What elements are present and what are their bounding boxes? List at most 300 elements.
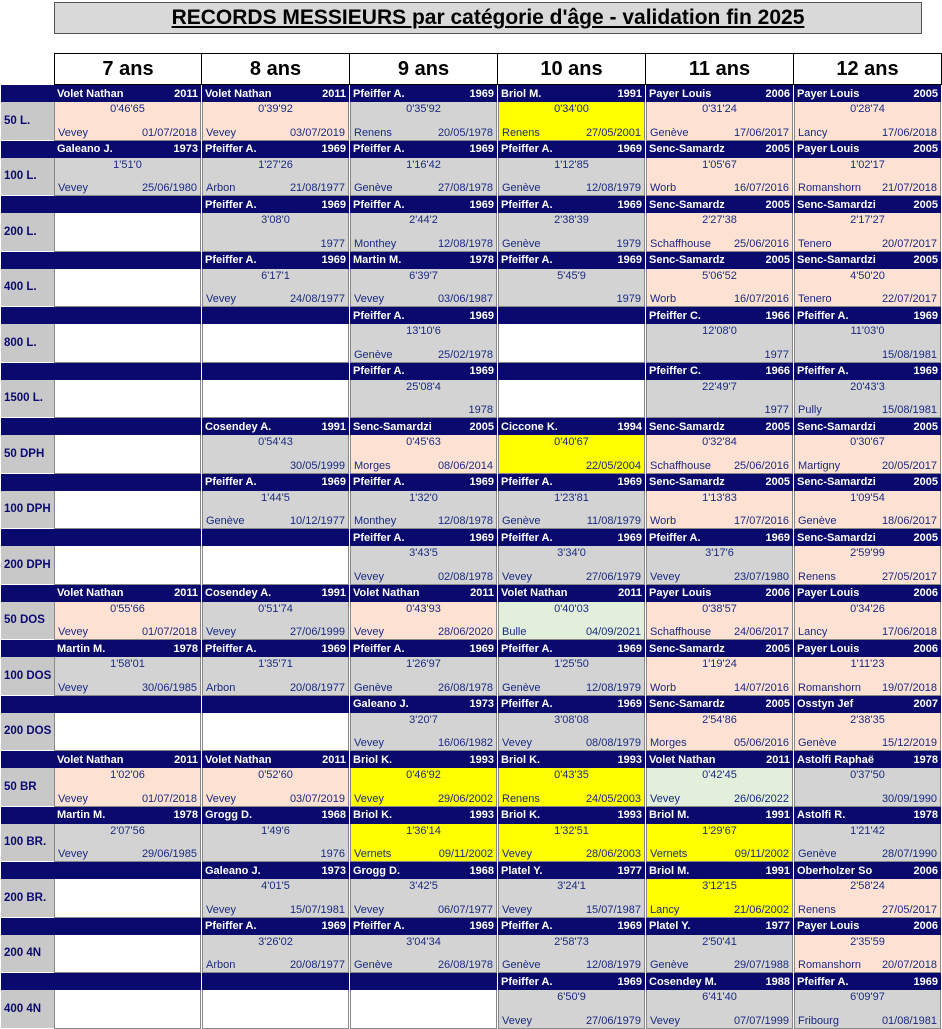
birth-year: 1991 — [321, 420, 346, 433]
event-name: 400 L. — [4, 281, 37, 294]
record-time: 1'21'42 — [850, 824, 885, 837]
record-header — [54, 862, 201, 879]
holder-name: Payer Louis — [649, 587, 712, 599]
record-body — [202, 491, 349, 530]
record-cell — [350, 751, 498, 807]
event-label — [1, 751, 54, 807]
record-body — [202, 602, 349, 641]
record-date: 29/06/1985 — [141, 848, 197, 860]
record-footer — [798, 904, 937, 916]
record-header — [202, 807, 349, 824]
holder-name: Pfeiffer A. — [501, 642, 553, 655]
record-time: 1'13'83 — [702, 491, 737, 504]
record-body — [54, 158, 201, 197]
birth-year: 1973 — [173, 143, 198, 155]
record-date: 29/06/2002 — [437, 792, 493, 805]
record-time: 1'49'6 — [261, 824, 290, 837]
record-cell — [202, 807, 350, 863]
record-date: 15/12/2019 — [881, 737, 937, 749]
record-place: Vevey — [502, 1014, 532, 1027]
record-footer — [650, 404, 789, 416]
record-header — [350, 474, 497, 491]
record-time: 1'12'85 — [554, 158, 589, 171]
record-time: 2'07'56 — [110, 824, 145, 837]
birth-year: 2007 — [913, 698, 938, 710]
record-place: Renens — [502, 126, 540, 139]
birth-year: 1978 — [913, 753, 938, 766]
record-time: 5'45'9 — [557, 269, 586, 282]
record-body — [202, 546, 349, 585]
record-header — [54, 918, 201, 935]
record-header — [498, 418, 645, 435]
record-cell — [202, 252, 350, 308]
record-date: 17/06/2017 — [733, 126, 789, 139]
record-place: Vevey — [58, 626, 88, 638]
record-time: 1'25'50 — [554, 658, 589, 670]
record-cell — [498, 640, 646, 696]
record-date: 20/07/2017 — [881, 237, 937, 250]
record-body — [498, 546, 645, 585]
record-body — [350, 602, 497, 641]
record-time: 4'01'5 — [261, 880, 290, 892]
record-cell — [646, 85, 794, 141]
record-date: 20/05/2017 — [881, 459, 937, 472]
record-date: 25/06/2016 — [733, 459, 789, 472]
record-body — [202, 324, 349, 363]
record-footer — [58, 127, 197, 139]
record-body — [646, 602, 793, 641]
record-cell — [350, 918, 498, 974]
record-header — [202, 363, 349, 380]
birth-year: 1969 — [321, 254, 346, 266]
record-place: Genève — [502, 681, 541, 694]
record-body — [350, 435, 497, 474]
holder-name: Volet Nathan — [353, 587, 420, 599]
event-label — [1, 252, 54, 308]
record-footer — [798, 848, 937, 860]
record-footer — [650, 682, 789, 694]
record-header — [794, 918, 941, 935]
record-body — [498, 158, 645, 197]
holder-name: Martin M. — [57, 642, 106, 655]
record-time: 1'36'14 — [406, 824, 441, 837]
event-name: 50 DOS — [4, 614, 45, 627]
record-header — [498, 474, 645, 491]
record-date: 16/07/2016 — [733, 293, 789, 305]
record-place: Vevey — [502, 570, 532, 583]
event-label — [1, 807, 54, 863]
birth-year: 1978 — [913, 809, 938, 821]
record-body — [794, 602, 941, 641]
record-cell — [646, 307, 794, 363]
event-label — [1, 640, 54, 696]
record-footer — [206, 682, 345, 694]
event-bar — [1, 85, 54, 102]
record-cell — [202, 973, 350, 1029]
record-header — [202, 418, 349, 435]
record-time: 2'59'99 — [850, 547, 885, 559]
record-footer — [650, 904, 789, 916]
record-header — [498, 196, 645, 213]
record-header — [202, 474, 349, 491]
record-date: 12/08/1979 — [585, 959, 641, 971]
record-cell — [646, 751, 794, 807]
record-date: 20/08/1977 — [289, 959, 345, 971]
holder-name: Galeano J. — [353, 698, 409, 710]
record-header — [54, 640, 201, 657]
record-body — [794, 879, 941, 918]
record-footer — [650, 515, 789, 527]
record-header — [646, 918, 793, 935]
holder-name: Pfeiffer C. — [649, 309, 701, 322]
record-footer — [502, 238, 641, 250]
record-place: Vevey — [58, 681, 88, 694]
record-body — [350, 713, 497, 752]
record-place: Morges — [650, 737, 687, 749]
record-header — [794, 196, 941, 213]
event-bar — [1, 696, 54, 713]
record-footer — [650, 238, 789, 250]
event-bar — [1, 252, 54, 269]
record-cell — [54, 363, 202, 419]
record-header — [498, 862, 645, 879]
column-header: 10 ans — [498, 53, 646, 85]
birth-year: 2006 — [913, 864, 938, 877]
holder-name: Pfeiffer A. — [205, 143, 257, 155]
record-place: Vevey — [354, 293, 384, 305]
record-date: 11/08/1979 — [586, 515, 641, 527]
record-place: Fribourg — [798, 1014, 839, 1027]
record-time: 1'26'97 — [406, 658, 441, 670]
holder-name: Pfeiffer A. — [797, 309, 849, 322]
birth-year: 2005 — [913, 531, 938, 544]
record-header — [646, 252, 793, 269]
event-label — [1, 973, 54, 1029]
record-date: 27/05/2017 — [881, 903, 937, 916]
record-footer — [798, 404, 937, 416]
event-label — [1, 918, 54, 974]
holder-name: Osstyn Jef — [797, 698, 854, 710]
record-time: 5'06'52 — [702, 269, 737, 282]
record-cell — [794, 585, 942, 641]
record-place: Vernets — [354, 848, 392, 860]
birth-year: 2005 — [913, 254, 938, 266]
record-cell — [646, 918, 794, 974]
holder-name: Senc-Samardz — [649, 476, 725, 488]
birth-year: 1969 — [469, 920, 494, 932]
event-name: 100 DPH — [4, 503, 51, 516]
record-place: Genève — [502, 959, 541, 971]
record-cell — [498, 918, 646, 974]
record-body — [202, 158, 349, 197]
record-date: 20/05/1978 — [437, 126, 493, 139]
record-header — [646, 807, 793, 824]
event-bar — [1, 585, 54, 602]
record-place: Vevey — [354, 792, 384, 805]
record-cell — [646, 363, 794, 419]
record-cell — [646, 529, 794, 585]
holder-name: Pfeiffer A. — [353, 143, 405, 155]
record-date: 20/07/2018 — [881, 959, 937, 971]
record-cell — [54, 918, 202, 974]
record-body — [498, 324, 645, 363]
birth-year: 1969 — [321, 143, 346, 155]
record-body — [646, 324, 793, 363]
record-date: 01/07/2018 — [141, 792, 197, 805]
record-footer — [502, 626, 641, 638]
record-time: 1'27'26 — [258, 158, 293, 171]
record-footer — [354, 182, 493, 194]
record-cell — [646, 807, 794, 863]
record-footer — [206, 515, 345, 527]
event-label — [1, 307, 54, 363]
holder-name: Senc-Samardzi — [797, 254, 876, 266]
record-footer — [354, 127, 493, 139]
event-label — [1, 474, 54, 530]
record-body — [646, 879, 793, 918]
holder-name: Senc-Samardzi — [797, 198, 876, 211]
record-header — [646, 474, 793, 491]
record-place: Vevey — [354, 570, 384, 583]
record-time: 1'29'67 — [702, 824, 737, 837]
record-date: 28/06/2003 — [585, 848, 641, 860]
record-place: Vevey — [206, 903, 236, 916]
record-place: Schaffhouse — [650, 459, 711, 472]
record-body — [646, 269, 793, 308]
record-footer — [798, 571, 937, 583]
birth-year: 1973 — [321, 864, 346, 877]
event-name: 50 BR — [4, 780, 37, 793]
record-footer — [502, 682, 641, 694]
record-cell — [350, 141, 498, 197]
record-cell — [350, 418, 498, 474]
record-footer — [354, 626, 493, 638]
record-header — [350, 862, 497, 879]
record-date: 07/07/1999 — [733, 1014, 789, 1027]
record-header — [646, 307, 793, 324]
record-cell — [498, 474, 646, 530]
record-footer — [354, 460, 493, 472]
record-place: Vevey — [354, 737, 384, 749]
holder-name: Briol M. — [649, 864, 690, 877]
record-time: 20'43'3 — [850, 380, 885, 393]
record-header — [350, 418, 497, 435]
record-header — [54, 196, 201, 213]
record-time: 2'17'27 — [850, 214, 885, 226]
record-date: 30/05/1999 — [289, 459, 345, 472]
record-date: 27/05/2017 — [881, 570, 937, 583]
record-cell — [54, 862, 202, 918]
record-place: Vevey — [58, 848, 88, 860]
record-cell — [794, 363, 942, 419]
record-footer — [354, 349, 493, 361]
record-date: 21/07/2018 — [881, 182, 937, 194]
record-cell — [350, 640, 498, 696]
record-cell — [646, 973, 794, 1029]
record-footer — [206, 238, 345, 250]
holder-name: Payer Louis — [797, 920, 860, 932]
record-time: 11'03'0 — [850, 325, 885, 337]
record-time: 6'09'97 — [850, 991, 885, 1003]
record-time: 2'27'38 — [702, 214, 737, 226]
record-place: Worb — [650, 182, 677, 194]
record-header — [54, 307, 201, 324]
record-time: 2'35'59 — [850, 935, 885, 948]
record-time: 3'24'1 — [557, 880, 586, 892]
record-time: 25'08'4 — [406, 380, 441, 393]
record-place: Renens — [798, 903, 836, 916]
record-footer — [798, 1015, 937, 1027]
record-body — [646, 158, 793, 197]
record-date: 24/08/1977 — [289, 293, 345, 305]
record-date: 27/06/1999 — [289, 626, 345, 638]
record-cell — [350, 307, 498, 363]
record-body — [794, 546, 941, 585]
record-date: 30/09/1990 — [881, 792, 937, 805]
record-time: 3'20'7 — [409, 713, 438, 726]
record-body — [646, 657, 793, 696]
record-footer — [502, 182, 641, 194]
record-footer — [502, 848, 641, 860]
record-body — [202, 213, 349, 252]
record-time: 0'43'93 — [406, 602, 441, 615]
holder-name: Pfeiffer A. — [205, 254, 257, 266]
record-cell — [498, 807, 646, 863]
record-footer — [206, 848, 345, 860]
birth-year: 2005 — [765, 143, 790, 155]
record-date: 12/08/1979 — [585, 182, 641, 194]
record-place: Worb — [650, 681, 677, 694]
record-header — [794, 751, 941, 768]
record-date: 17/06/2018 — [881, 126, 937, 139]
record-header — [646, 640, 793, 657]
birth-year: 1993 — [469, 753, 494, 766]
record-date: 09/11/2002 — [438, 848, 493, 860]
record-body — [498, 879, 645, 918]
record-date: 16/07/2016 — [733, 182, 789, 194]
holder-name: Pfeiffer A. — [353, 531, 405, 544]
table-corner — [1, 53, 54, 85]
holder-name: Pfeiffer A. — [205, 476, 257, 488]
record-footer — [798, 682, 937, 694]
record-date: 15/07/1981 — [289, 903, 345, 916]
record-date: 25/02/1978 — [437, 348, 493, 361]
record-date: 22/07/2017 — [881, 293, 937, 305]
record-cell — [498, 973, 646, 1029]
holder-name: Pfeiffer A. — [501, 975, 553, 988]
record-cell — [202, 585, 350, 641]
record-date: 01/07/2018 — [141, 126, 197, 139]
record-cell — [646, 418, 794, 474]
record-header — [794, 696, 941, 713]
record-header — [350, 529, 497, 546]
record-header — [498, 141, 645, 158]
record-place: Vevey — [354, 626, 384, 638]
holder-name: Briol K. — [501, 753, 541, 766]
record-place: Arbon — [206, 182, 236, 194]
record-body — [54, 824, 201, 863]
birth-year: 1978 — [173, 809, 198, 821]
holder-name: Pfeiffer C. — [649, 365, 701, 377]
record-date: 1979 — [616, 293, 641, 305]
record-cell — [498, 141, 646, 197]
record-place: Lancy — [650, 903, 680, 916]
record-header — [646, 85, 793, 102]
record-cell — [350, 862, 498, 918]
event-bar — [1, 196, 54, 213]
record-date: 01/07/2018 — [141, 626, 197, 638]
record-header — [498, 640, 645, 657]
holder-name: Martin M. — [353, 254, 402, 266]
event-label — [1, 696, 54, 752]
event-bar — [1, 918, 54, 935]
record-cell — [794, 307, 942, 363]
record-header — [202, 141, 349, 158]
record-header — [646, 363, 793, 380]
record-place: Vevey — [354, 903, 384, 916]
record-time: 3'42'5 — [409, 880, 438, 892]
holder-name: Briol K. — [353, 753, 393, 766]
holder-name: Cosendey A. — [205, 587, 272, 599]
record-time: 1'32'0 — [409, 491, 438, 504]
holder-name: Volet Nathan — [57, 753, 124, 766]
record-time: 1'11'23 — [850, 658, 885, 670]
record-header — [54, 807, 201, 824]
record-time: 0'40'67 — [554, 436, 589, 448]
record-body — [54, 102, 201, 141]
birth-year: 1978 — [173, 642, 198, 655]
event-label — [1, 529, 54, 585]
event-bar — [1, 751, 54, 768]
record-date: 25/06/1980 — [141, 182, 197, 194]
record-cell — [350, 363, 498, 419]
record-header — [794, 807, 941, 824]
holder-name: Pfeiffer A. — [353, 365, 405, 377]
record-place: Arbon — [206, 959, 236, 971]
record-body — [54, 935, 201, 974]
record-cell — [794, 973, 942, 1029]
record-header — [646, 585, 793, 602]
birth-year: 1969 — [469, 87, 494, 100]
record-body — [498, 435, 645, 474]
record-footer — [206, 793, 345, 805]
record-body — [202, 935, 349, 974]
record-cell — [794, 751, 942, 807]
record-footer — [798, 293, 937, 305]
holder-name: Senc-Samardz — [649, 254, 725, 266]
event-name: 400 4N — [4, 1002, 42, 1015]
record-date: 25/06/2016 — [733, 237, 789, 250]
record-time: 1'23'81 — [554, 491, 589, 504]
record-cell — [646, 585, 794, 641]
record-date: 27/06/1979 — [585, 1014, 641, 1027]
record-time: 6'50'9 — [557, 991, 586, 1003]
holder-name: Volet Nathan — [205, 87, 272, 100]
record-place: Morges — [354, 459, 391, 472]
record-body — [498, 380, 645, 419]
record-body — [350, 824, 497, 863]
record-body — [646, 546, 793, 585]
record-header — [202, 529, 349, 546]
record-cell — [646, 141, 794, 197]
holder-name: Pfeiffer A. — [353, 476, 405, 488]
birth-year: 2011 — [174, 753, 198, 766]
holder-name: Payer Louis — [797, 143, 860, 155]
record-body — [794, 380, 941, 419]
holder-name: Senc-Samardz — [649, 198, 725, 211]
records-table — [1, 53, 942, 1029]
record-time: 2'44'2 — [409, 214, 438, 226]
